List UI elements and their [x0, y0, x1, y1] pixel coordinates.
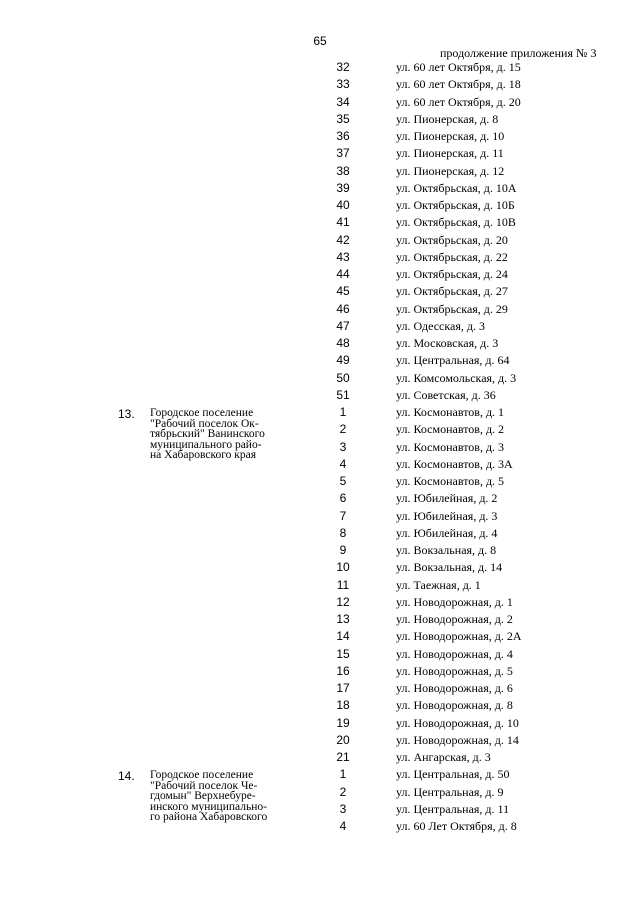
row-number: 38 — [336, 163, 350, 178]
row-address: ул. Октябрьская, д. 27 — [396, 284, 508, 299]
row-number: 4 — [339, 819, 347, 833]
row-address: ул. Космонавтов, д. 3А — [396, 456, 513, 471]
table-row — [0, 404, 640, 421]
row-number: 12 — [336, 594, 350, 609]
row-address: ул. Таежная, д. 1 — [396, 577, 481, 592]
row-number: 37 — [336, 146, 350, 161]
row-address: ул. 60 лет Октября, д. 15 — [396, 60, 521, 74]
table-row — [0, 766, 640, 783]
row-address: ул. Юбилейная, д. 3 — [396, 508, 498, 523]
row-number: 17 — [336, 681, 350, 695]
row-address: ул. Центральная, д. 9 — [396, 784, 504, 799]
table-row — [0, 335, 640, 352]
row-address: ул. Центральная, д. 64 — [396, 353, 510, 368]
row-number: 48 — [336, 336, 350, 350]
row-number: 11 — [336, 577, 350, 592]
table-row — [0, 249, 640, 266]
row-number: 18 — [336, 698, 350, 713]
table-row — [0, 697, 640, 714]
settlement-name-line: тябрьский" Ванинского — [150, 428, 265, 440]
table-row — [0, 94, 640, 111]
row-address: ул. Октябрьская, д. 10Б — [396, 198, 515, 212]
table-row — [0, 214, 640, 231]
table-row — [0, 197, 640, 214]
table-row — [0, 680, 640, 697]
row-address: ул. Космонавтов, д. 2 — [396, 422, 505, 437]
settlement-name-line: гдомын" Верхнебуре- — [150, 790, 256, 802]
row-address: ул. Московская, д. 3 — [396, 336, 499, 350]
row-address: ул. Комсомольская, д. 3 — [396, 370, 517, 385]
row-number: 51 — [336, 387, 350, 402]
row-number: 35 — [336, 111, 350, 126]
row-number: 50 — [336, 370, 350, 385]
settlement-name-line: на Хабаровского края — [150, 449, 257, 461]
table-row — [0, 59, 640, 76]
row-address: ул. Космонавтов, д. 3 — [396, 439, 505, 454]
row-number: 47 — [336, 318, 350, 333]
settlement-name — [150, 770, 320, 823]
row-number: 42 — [336, 232, 350, 247]
row-number: 20 — [336, 732, 350, 747]
row-number: 46 — [336, 301, 350, 316]
table-row — [0, 784, 640, 801]
row-address: ул. Новодорожная, д. 4 — [396, 646, 513, 661]
row-number: 33 — [336, 77, 350, 92]
table-row — [0, 387, 640, 404]
table-row — [0, 508, 640, 525]
row-address: ул. 60 лет Октября, д. 18 — [396, 77, 521, 92]
row-number: 41 — [336, 215, 350, 230]
row-number: 13 — [336, 612, 350, 626]
table-row — [0, 749, 640, 766]
table-row — [0, 611, 640, 628]
row-address: ул. Октябрьская, д. 24 — [396, 267, 508, 281]
row-number: 5 — [339, 474, 347, 488]
row-address: ул. 60 лет Октября, д. 20 — [396, 94, 521, 109]
settlement-name-line: инского муниципально- — [150, 800, 267, 813]
table-row — [0, 128, 640, 145]
row-number: 43 — [336, 249, 350, 264]
table-row — [0, 559, 640, 576]
row-address: ул. Центральная, д. 50 — [396, 767, 510, 782]
row-address: ул. Вокзальная, д. 8 — [396, 543, 497, 557]
table-row — [0, 145, 640, 162]
table-row — [0, 542, 640, 559]
row-address: ул. Новодорожная, д. 1 — [396, 594, 513, 609]
row-number: 21 — [336, 750, 350, 764]
row-address: ул. Октябрьская, д. 20 — [396, 232, 508, 247]
row-number: 2 — [339, 784, 347, 799]
row-address: ул. Юбилейная, д. 4 — [396, 525, 498, 540]
row-number: 44 — [336, 267, 350, 281]
settlement-name-line: го района Хабаровского — [150, 811, 268, 823]
row-address: ул. Октябрьская, д. 29 — [396, 301, 508, 316]
row-address: ул. Новодорожная, д. 2 — [396, 612, 513, 626]
table-row — [0, 594, 640, 611]
row-address: ул. Пионерская, д. 10 — [396, 129, 505, 143]
row-number: 9 — [339, 543, 347, 557]
row-address: ул. Ангарская, д. 3 — [396, 750, 491, 764]
table-row — [0, 715, 640, 732]
row-address: ул. Новодорожная, д. 6 — [396, 681, 513, 695]
row-number: 36 — [336, 129, 350, 143]
settlement-name-line: муниципального райо- — [150, 438, 262, 451]
row-address: ул. 60 Лет Октября, д. 8 — [396, 819, 517, 833]
table-row — [0, 490, 640, 507]
table-row — [0, 370, 640, 387]
table-row — [0, 628, 640, 645]
row-address: ул. Октябрьская, д. 10В — [396, 215, 516, 230]
row-number: 3 — [339, 439, 347, 454]
row-number: 1 — [339, 405, 347, 419]
row-address: ул. Октябрьская, д. 22 — [396, 249, 508, 264]
row-address: ул. Вокзальная, д. 14 — [396, 560, 503, 575]
section-number: 14. — [118, 769, 135, 783]
row-number: 32 — [336, 60, 350, 74]
row-address: ул. Пионерская, д. 12 — [396, 163, 505, 178]
row-number: 6 — [339, 491, 347, 506]
row-number: 34 — [336, 94, 350, 109]
table-row — [0, 456, 640, 473]
row-address: ул. Пионерская, д. 8 — [396, 111, 499, 126]
row-number: 14 — [336, 629, 350, 644]
settlement-name — [150, 408, 320, 461]
row-address: ул. Советская, д. 36 — [396, 387, 496, 402]
table-row — [0, 577, 640, 594]
settlement-name-line: Городское поселение — [150, 769, 254, 781]
row-number: 49 — [336, 353, 350, 368]
table-row — [0, 283, 640, 300]
table-row — [0, 732, 640, 749]
row-number: 4 — [339, 456, 347, 471]
table-row — [0, 111, 640, 128]
row-address: ул. Новодорожная, д. 10 — [396, 715, 519, 730]
row-number: 15 — [336, 646, 350, 661]
row-address: ул. Космонавтов, д. 1 — [396, 405, 505, 419]
row-number: 8 — [339, 525, 347, 540]
row-address: ул. Одесская, д. 3 — [396, 318, 485, 333]
row-number: 45 — [336, 284, 350, 299]
settlement-name-line: Городское поселение — [150, 407, 254, 419]
table-row — [0, 266, 640, 283]
row-address: ул. Юбилейная, д. 2 — [396, 491, 498, 506]
settlement-name-line: "Рабочий поселок Че- — [150, 779, 258, 792]
table-row — [0, 180, 640, 197]
appendix-continuation-note: продолжение приложения № 3 — [440, 46, 597, 60]
row-number: 2 — [339, 422, 347, 437]
row-number: 19 — [336, 715, 350, 730]
table-row — [0, 818, 640, 835]
row-address: ул. Пионерская, д. 11 — [396, 146, 504, 161]
section-number: 13. — [118, 407, 135, 421]
row-address: ул. Новодорожная, д. 8 — [396, 698, 513, 713]
row-address: ул. Новодорожная, д. 14 — [396, 732, 519, 747]
table-row — [0, 76, 640, 93]
row-number: 39 — [336, 180, 350, 195]
row-number: 3 — [339, 801, 347, 816]
row-number: 1 — [339, 767, 347, 782]
table-row — [0, 439, 640, 456]
table-row — [0, 318, 640, 335]
table-row — [0, 232, 640, 249]
table-row — [0, 663, 640, 680]
table-row — [0, 352, 640, 369]
row-address: ул. Космонавтов, д. 5 — [396, 474, 505, 488]
table-row — [0, 473, 640, 490]
table-row — [0, 801, 640, 818]
row-number: 40 — [336, 198, 350, 212]
row-address: ул. Новодорожная, д. 2А — [396, 629, 522, 644]
page-number: 65 — [313, 34, 327, 48]
table-row — [0, 417, 640, 438]
table-row — [0, 646, 640, 663]
row-number: 10 — [336, 560, 350, 575]
table-row — [0, 163, 640, 180]
row-address: ул. Новодорожная, д. 5 — [396, 663, 513, 678]
row-address: ул. Центральная, д. 11 — [396, 801, 510, 816]
table-row — [0, 525, 640, 542]
settlement-name-line: "Рабочий поселок Ок- — [150, 417, 259, 430]
table-row — [0, 301, 640, 318]
row-number: 7 — [339, 508, 347, 523]
row-number: 16 — [336, 663, 350, 678]
row-address: ул. Октябрьская, д. 10А — [396, 180, 517, 195]
